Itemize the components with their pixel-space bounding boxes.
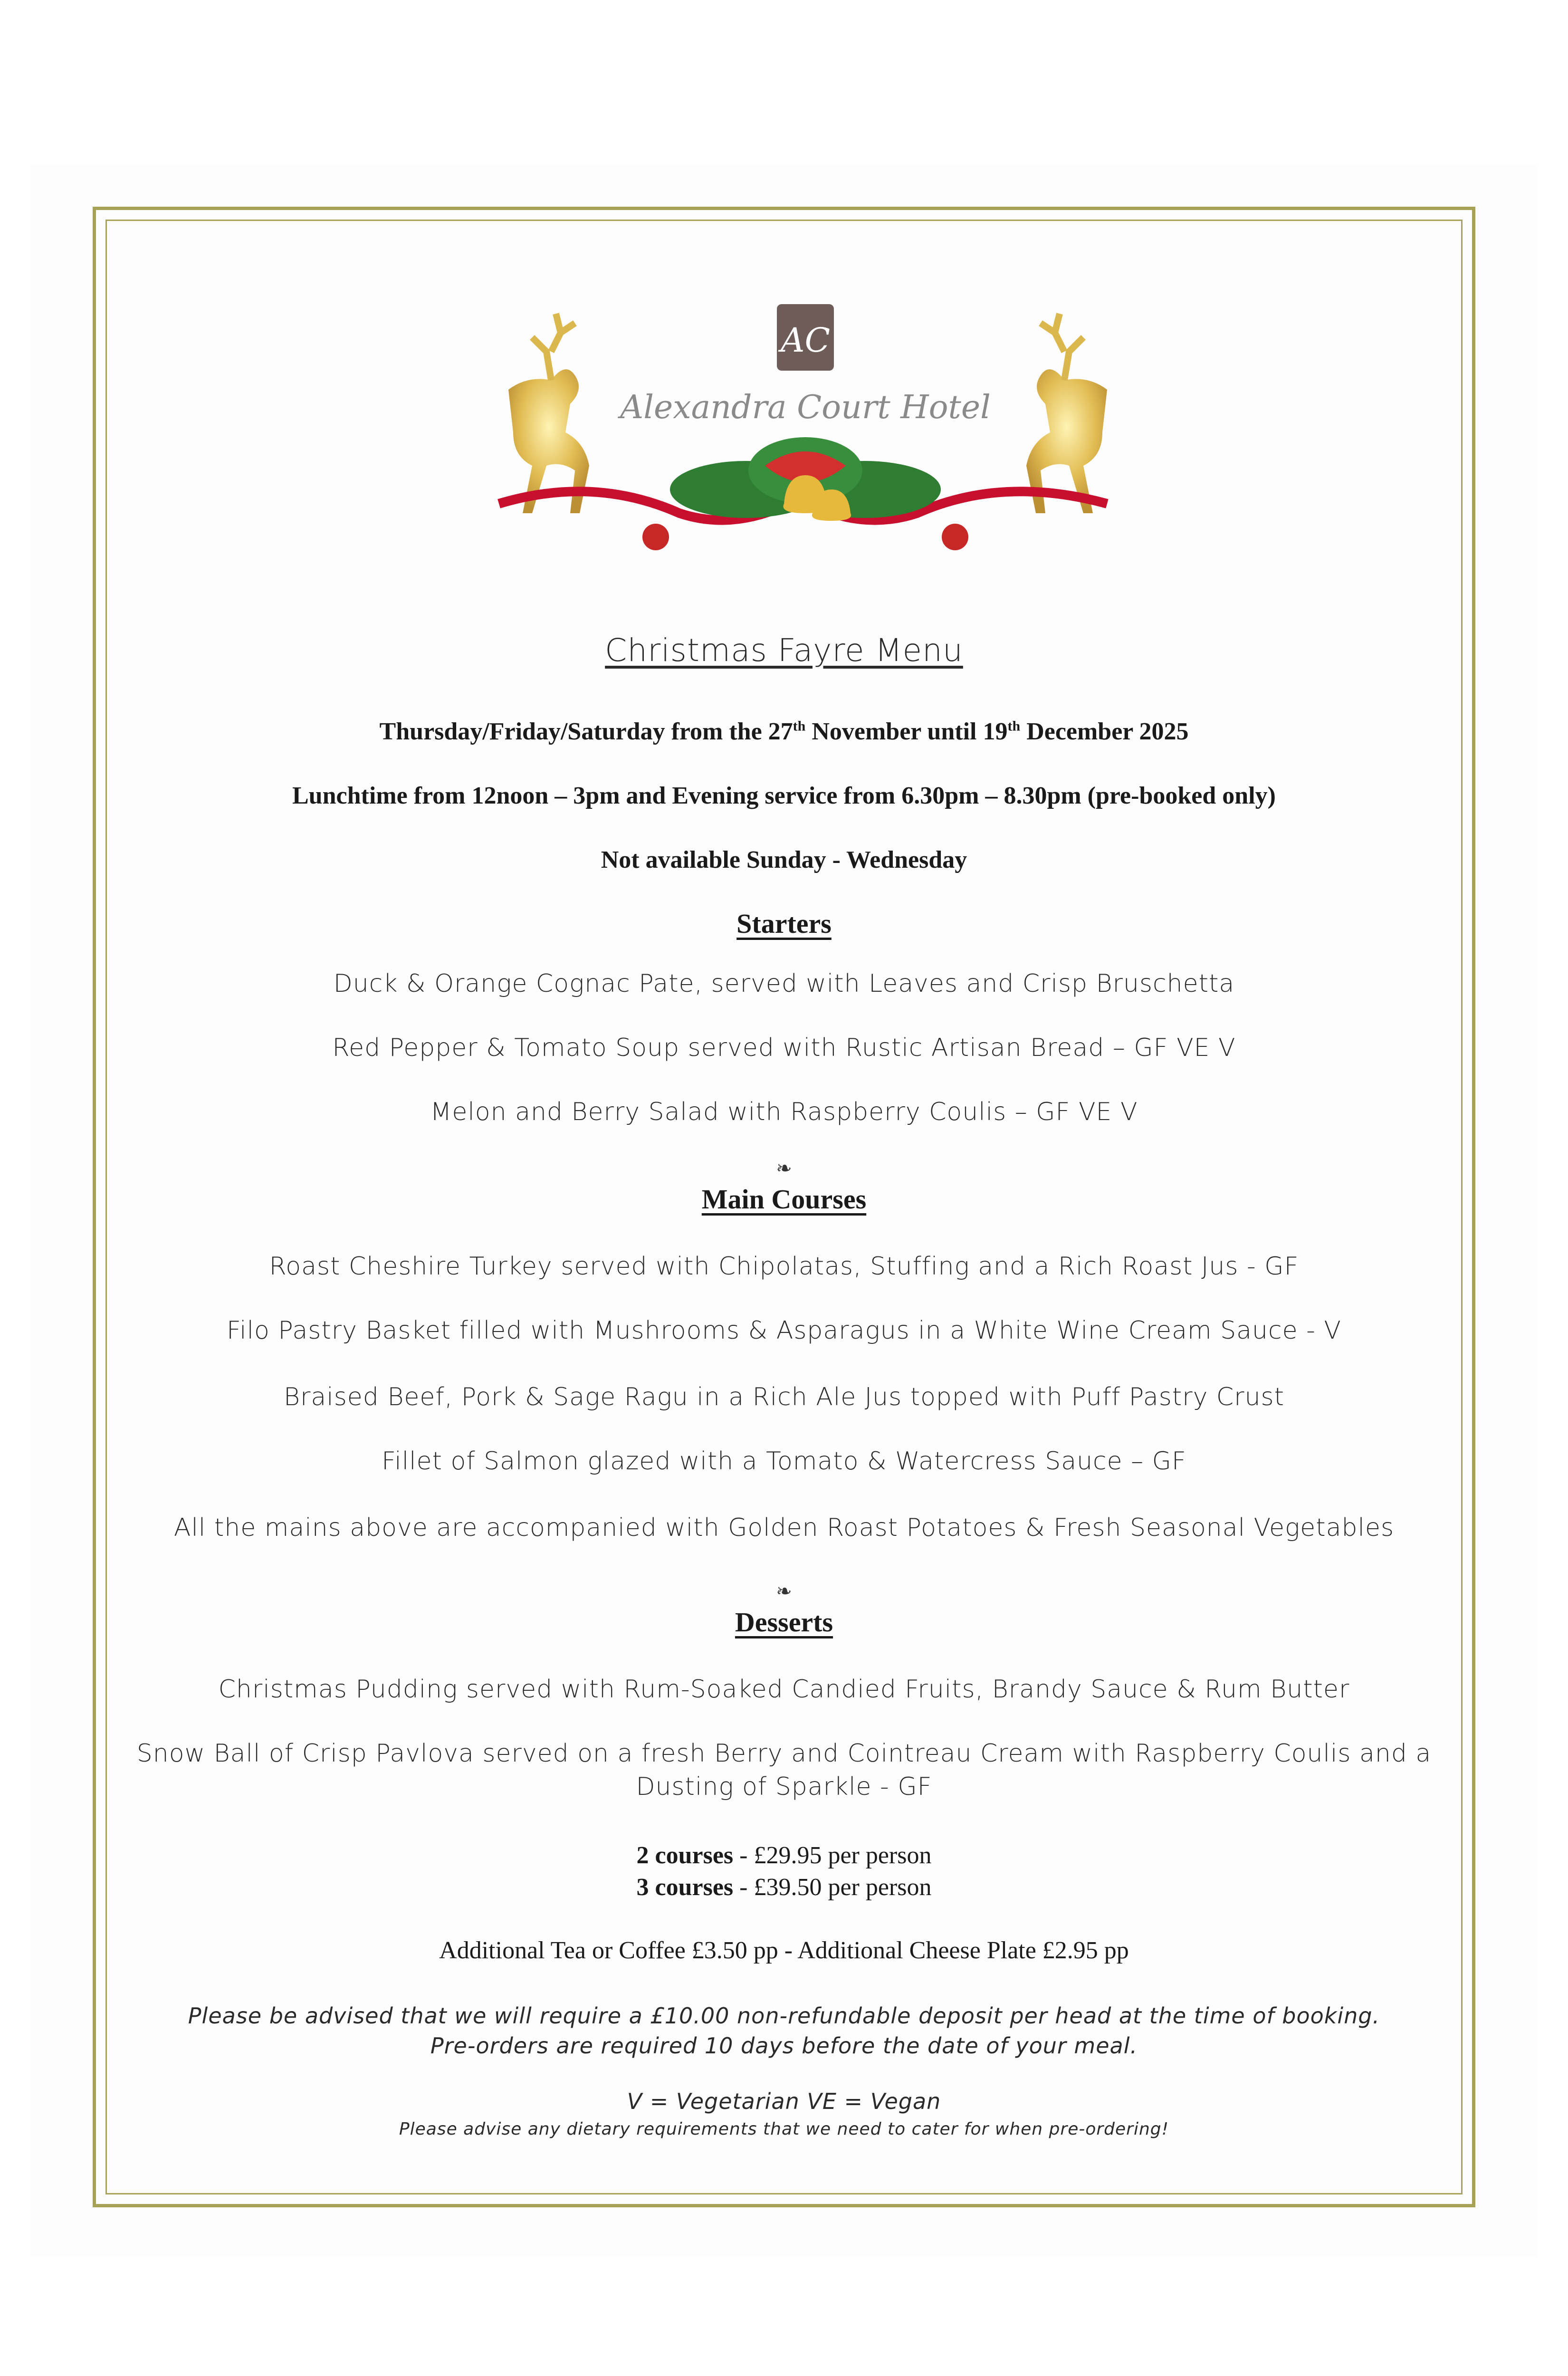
starter-item: Duck & Orange Cognac Pate, served with Leaves and Crisp Bruschetta xyxy=(333,969,1235,998)
price-label: 2 courses xyxy=(636,1842,734,1869)
main-item: Fillet of Salmon glazed with a Tomato & Watercress Sauce – GF xyxy=(382,1447,1186,1475)
preorder-note: Pre-orders are required 10 days before the date of your meal. xyxy=(430,2033,1138,2059)
dietary-requirements-note: Please advise any dietary requirements that we need to cater for when pre-ordering! xyxy=(399,2119,1169,2139)
availability-note: Not available Sunday - Wednesday xyxy=(601,846,967,873)
price-row xyxy=(109,1841,1459,1869)
hotel-name-text: Alexandra Court Hotel xyxy=(620,389,991,426)
desserts-heading: Desserts xyxy=(735,1607,833,1638)
starters-heading: Starters xyxy=(736,908,832,939)
right-reindeer-icon xyxy=(1026,314,1107,513)
menu-content xyxy=(109,223,1459,2191)
main-courses-heading: Main Courses xyxy=(701,1184,867,1215)
menu-dates xyxy=(109,718,1459,746)
service-times: Lunchtime from 12noon – 3pm and Evening service from 6.30pm – 8.30pm (pre-booked only) xyxy=(292,782,1276,809)
christmas-decoration xyxy=(480,280,1136,584)
hotel-logo xyxy=(480,280,1136,584)
dessert-item: Christmas Pudding served with Rum-Soaked Candied Fruits, Brandy Sauce & Rum Butter xyxy=(218,1675,1350,1704)
extras-note: Additional Tea or Coffee £3.50 pp - Additional Cheese Plate £2.95 pp xyxy=(439,1937,1129,1964)
dates-sup-2: th xyxy=(1007,718,1021,734)
starter-item: Melon and Berry Salad with Raspberry Coulis – GF VE V xyxy=(430,1098,1138,1126)
ornament-right-icon xyxy=(942,524,968,550)
menu-title: Christmas Fayre Menu xyxy=(605,632,963,669)
section-divider-icon: ❧ xyxy=(776,1158,792,1179)
mains-accompaniment-note: All the mains above are accompanied with Golden Roast Potatoes & Fresh Seasonal Vegetables xyxy=(173,1514,1395,1542)
dates-sup-1: th xyxy=(793,718,806,734)
left-reindeer-icon xyxy=(508,314,589,513)
price-value: - £29.95 per person xyxy=(733,1842,932,1869)
dates-text-start: Thursday/Friday/Saturday from the 27 xyxy=(379,718,793,745)
starter-item: Red Pepper & Tomato Soup served with Rustic Artisan Bread – GF VE V xyxy=(332,1034,1236,1062)
deposit-note: Please be advised that we will require a £10.00 non-refundable deposit per head at the time of booking. xyxy=(188,2003,1380,2029)
price-row xyxy=(109,1873,1459,1901)
dates-text-mid: November until 19 xyxy=(805,718,1008,745)
section-divider-icon: ❧ xyxy=(776,1581,792,1602)
main-item: Roast Cheshire Turkey served with Chipolatas, Stuffing and a Rich Roast Jus - GF xyxy=(269,1252,1299,1281)
dessert-item-pavlova: Snow Ball of Crisp Pavlova served on a fresh Berry and Cointreau Cream with Raspberry Coulis and a xyxy=(136,1739,1432,1768)
main-item: Filo Pastry Basket filled with Mushrooms & Asparagus in a White Wine Cream Sauce - V xyxy=(227,1316,1341,1345)
main-item: Braised Beef, Pork & Sage Ragu in a Rich Ale Jus topped with Puff Pastry Crust xyxy=(283,1383,1285,1411)
monogram-text: AC xyxy=(780,321,831,360)
dates-text-end: December 2025 xyxy=(1020,718,1189,745)
dietary-key: V = Vegetarian VE = Vegan xyxy=(627,2089,941,2114)
price-label: 3 courses xyxy=(636,1874,734,1901)
dessert-item-pavlova-cont: Dusting of Sparkle - GF xyxy=(636,1772,932,1801)
price-value: - £39.50 per person xyxy=(733,1874,932,1901)
ornament-left-icon xyxy=(642,524,669,550)
